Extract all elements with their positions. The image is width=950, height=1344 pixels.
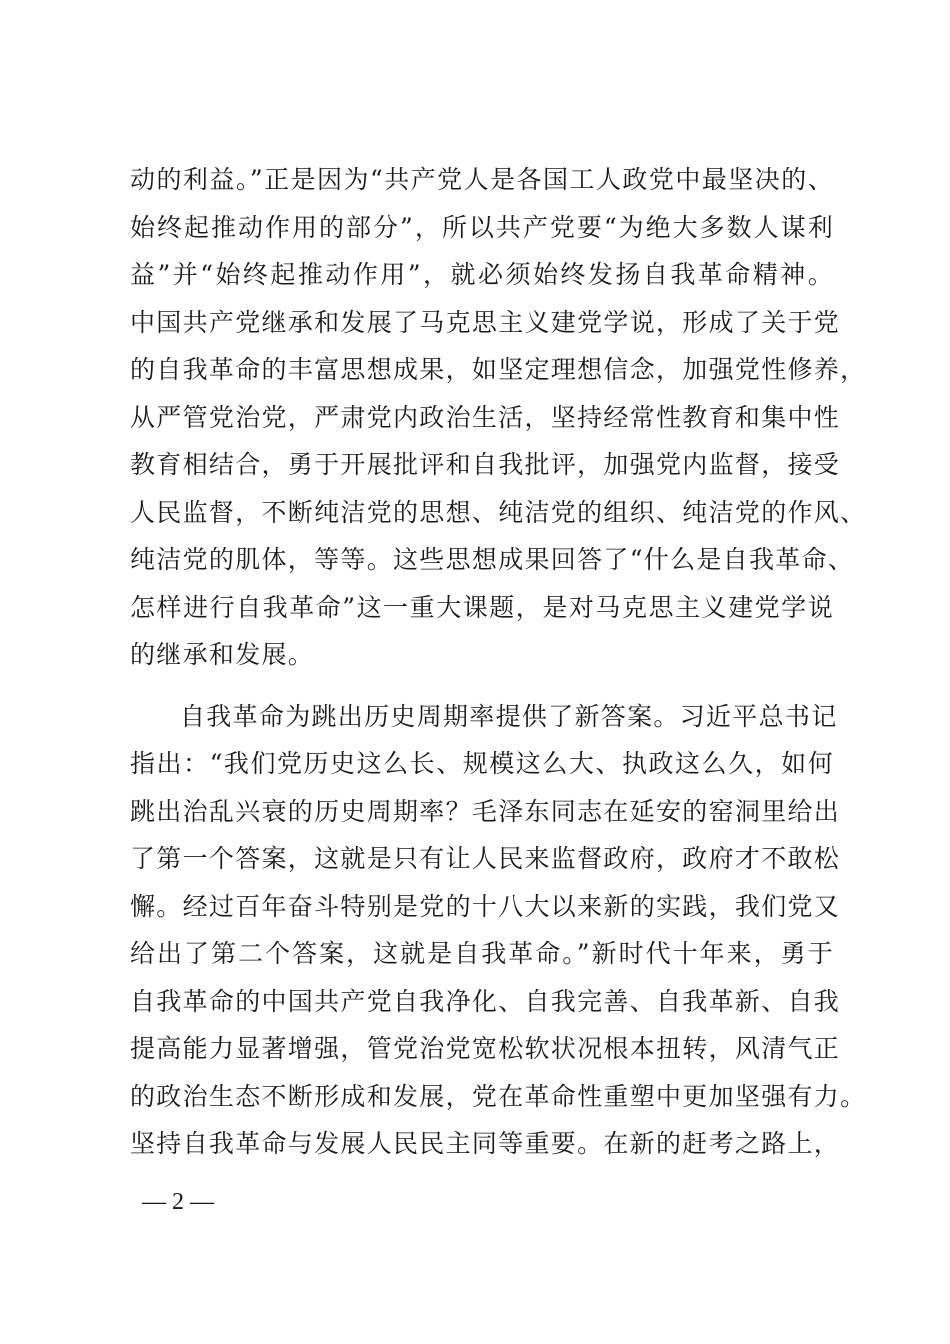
text-line: 怎样进行自我革命”这一重大课题，是对马克思主义建党学说 (130, 592, 834, 622)
text-line: 自我革命为跳出历史周期率提供了新答案。习近平总书记 (180, 701, 838, 731)
text-line: 的继承和发展。 (130, 640, 315, 669)
text-line: 了第一个答案，这就是只有让人民来监督政府，政府才不敢松 (130, 844, 841, 873)
text-line: 中国共产党继承和发展了马克思主义建党学说，形成了关于党 (130, 307, 841, 337)
page-number: — 2 — (142, 1189, 214, 1215)
text-line: 指出：“我们党历史这么长、规模这么大、执政这么久，如何 (130, 749, 834, 778)
text-line: 自我革命的中国共产党自我净化、自我完善、自我革新、自我 (130, 986, 841, 1016)
text-line: 纯洁党的肌体，等等。这些思想成果回答了“什么是自我革命、 (130, 545, 855, 574)
text-line: 人民监督，不断纯洁党的思想、纯洁党的组织、纯洁党的作风、 (130, 497, 867, 527)
text-line: 提高能力显著增强，管党治党宽松软状况根本扭转，风清气正 (130, 1034, 841, 1063)
text-line: 动的利益。”正是因为“共产党人是各国工人政党中最坚决的、 (130, 165, 834, 194)
paragraph-2 (130, 693, 867, 1168)
text-line: 坚持自我革命与发展人民民主同等重要。在新的赶考之路上， (130, 1129, 841, 1158)
text-line: 给出了第二个答案，这就是自我革命。”新时代十年来，勇于 (130, 939, 834, 968)
text-line: 始终起推动作用的部分”，所以共产党要“为绝大多数人谋利 (130, 212, 834, 242)
paragraph-spacer (130, 679, 834, 693)
text-line: 从严管党治党，严肃党内政治生活，坚持经常性教育和集中性 (130, 402, 841, 432)
text-line: 的政治生态不断形成和发展，党在革命性重塑中更加坚强有力。 (130, 1081, 867, 1111)
paragraph-1 (130, 156, 867, 679)
text-line: 益”并“始终起推动作用”，就必须始终发扬自我革命精神。 (130, 260, 834, 289)
text-line: 的自我革命的丰富思想成果，如坚定理想信念，加强党性修养， (130, 355, 867, 384)
text-line: 跳出治乱兴衰的历史周期率？毛泽东同志在延安的窑洞里给出 (130, 796, 841, 826)
text-line: 懈。经过百年奋斗特别是党的十八大以来新的实践，我们党又 (130, 891, 841, 921)
text-line: 教育相结合，勇于开展批评和自我批评，加强党内监督，接受 (130, 450, 841, 479)
body-text (130, 156, 867, 1168)
